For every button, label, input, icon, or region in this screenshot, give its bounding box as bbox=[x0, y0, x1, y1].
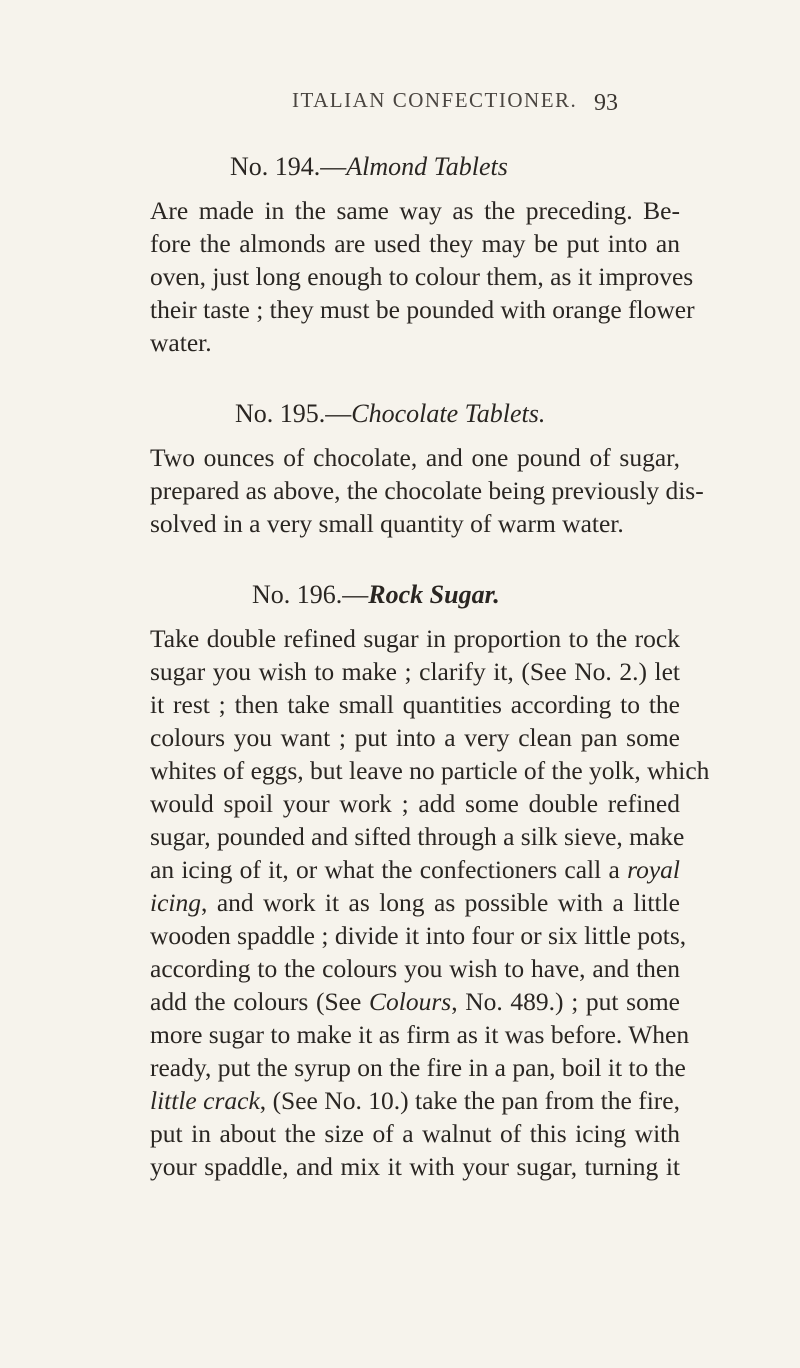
text-run: add the colours (See bbox=[150, 987, 369, 1016]
text-line: sugar you wish to make ; clarify it, (See No. 2.) let bbox=[150, 657, 680, 686]
running-title: ITALIAN CONFECTIONER. bbox=[292, 88, 578, 112]
recipe-text bbox=[150, 194, 695, 359]
text-line: ready, put the syrup on the fire in a pan, boil it to the bbox=[150, 1053, 686, 1082]
text-line bbox=[150, 985, 680, 1018]
text-line: prepared as above, the chocolate being previously dis- bbox=[150, 476, 704, 505]
recipe-title: Chocolate Tablets. bbox=[351, 399, 546, 428]
recipe-section-194 bbox=[150, 150, 695, 359]
text-line: wooden spaddle ; divide it into four or six little pots, bbox=[150, 921, 687, 950]
text-line: Are made in the same way as the preceding. Be- bbox=[150, 196, 680, 225]
recipe-number: No. 196. bbox=[252, 580, 343, 609]
recipe-number: No. 195. bbox=[235, 399, 326, 428]
text-line: Take double refined sugar in proportion to the rock bbox=[150, 624, 680, 653]
recipe-section-196 bbox=[150, 578, 710, 1183]
text-body bbox=[150, 150, 710, 1221]
text-line: whites of eggs, but leave no particle of the yolk, which bbox=[150, 756, 710, 785]
text-run: an icing of it, or what the confectioners call a bbox=[150, 855, 628, 884]
italic-term: little crack bbox=[150, 1086, 260, 1115]
recipe-heading: No. 194.—Almond Tablets bbox=[230, 152, 508, 181]
text-line: more sugar to make it as firm as it was before. When bbox=[150, 1020, 690, 1049]
text-line: according to the colours you wish to have, and then bbox=[150, 954, 680, 983]
italic-term: royal bbox=[627, 855, 680, 884]
text-line: Two ounces of chocolate, and one pound of sugar, bbox=[150, 443, 680, 472]
italic-term: Colours bbox=[368, 987, 452, 1016]
text-line bbox=[150, 886, 680, 919]
text-line: oven, just long enough to colour them, as it improves bbox=[150, 262, 694, 291]
recipe-title: Almond Tablets bbox=[346, 152, 508, 181]
text-line: colours you want ; put into a very clean pan some bbox=[150, 723, 680, 752]
recipe-text bbox=[150, 622, 710, 1183]
text-line: it rest ; then take small quantities according to the bbox=[150, 690, 680, 719]
recipe-text bbox=[150, 441, 704, 540]
text-run: , and work it as long as possible with a little bbox=[201, 888, 680, 917]
recipe-heading: No. 195.—Chocolate Tablets. bbox=[235, 399, 546, 428]
text-line bbox=[150, 853, 680, 886]
italic-term: icing bbox=[150, 888, 201, 917]
page-number: 93 bbox=[594, 90, 618, 116]
text-line: their taste ; they must be pounded with orange flower bbox=[150, 295, 695, 324]
text-line: solved in a very small quantity of warm water. bbox=[150, 509, 624, 538]
text-line: your spaddle, and mix it with your sugar, turning it bbox=[150, 1152, 680, 1181]
recipe-section-195 bbox=[150, 397, 704, 540]
text-run: , No. 489.) ; put some bbox=[451, 987, 680, 1016]
text-line: fore the almonds are used they may be put into an bbox=[150, 229, 680, 258]
text-run: , (See No. 10.) take the pan from the fire, bbox=[259, 1086, 680, 1115]
recipe-title: Rock Sugar. bbox=[368, 580, 500, 609]
recipe-number: No. 194. bbox=[230, 152, 321, 181]
text-line: put in about the size of a walnut of this icing with bbox=[150, 1119, 680, 1148]
recipe-heading: No. 196.—Rock Sugar. bbox=[252, 580, 500, 609]
text-line: water. bbox=[150, 328, 212, 357]
text-line: sugar, pounded and sifted through a silk sieve, make bbox=[150, 822, 685, 851]
text-line bbox=[150, 1084, 680, 1117]
running-head bbox=[0, 88, 800, 118]
text-line: would spoil your work ; add some double refined bbox=[150, 789, 680, 818]
